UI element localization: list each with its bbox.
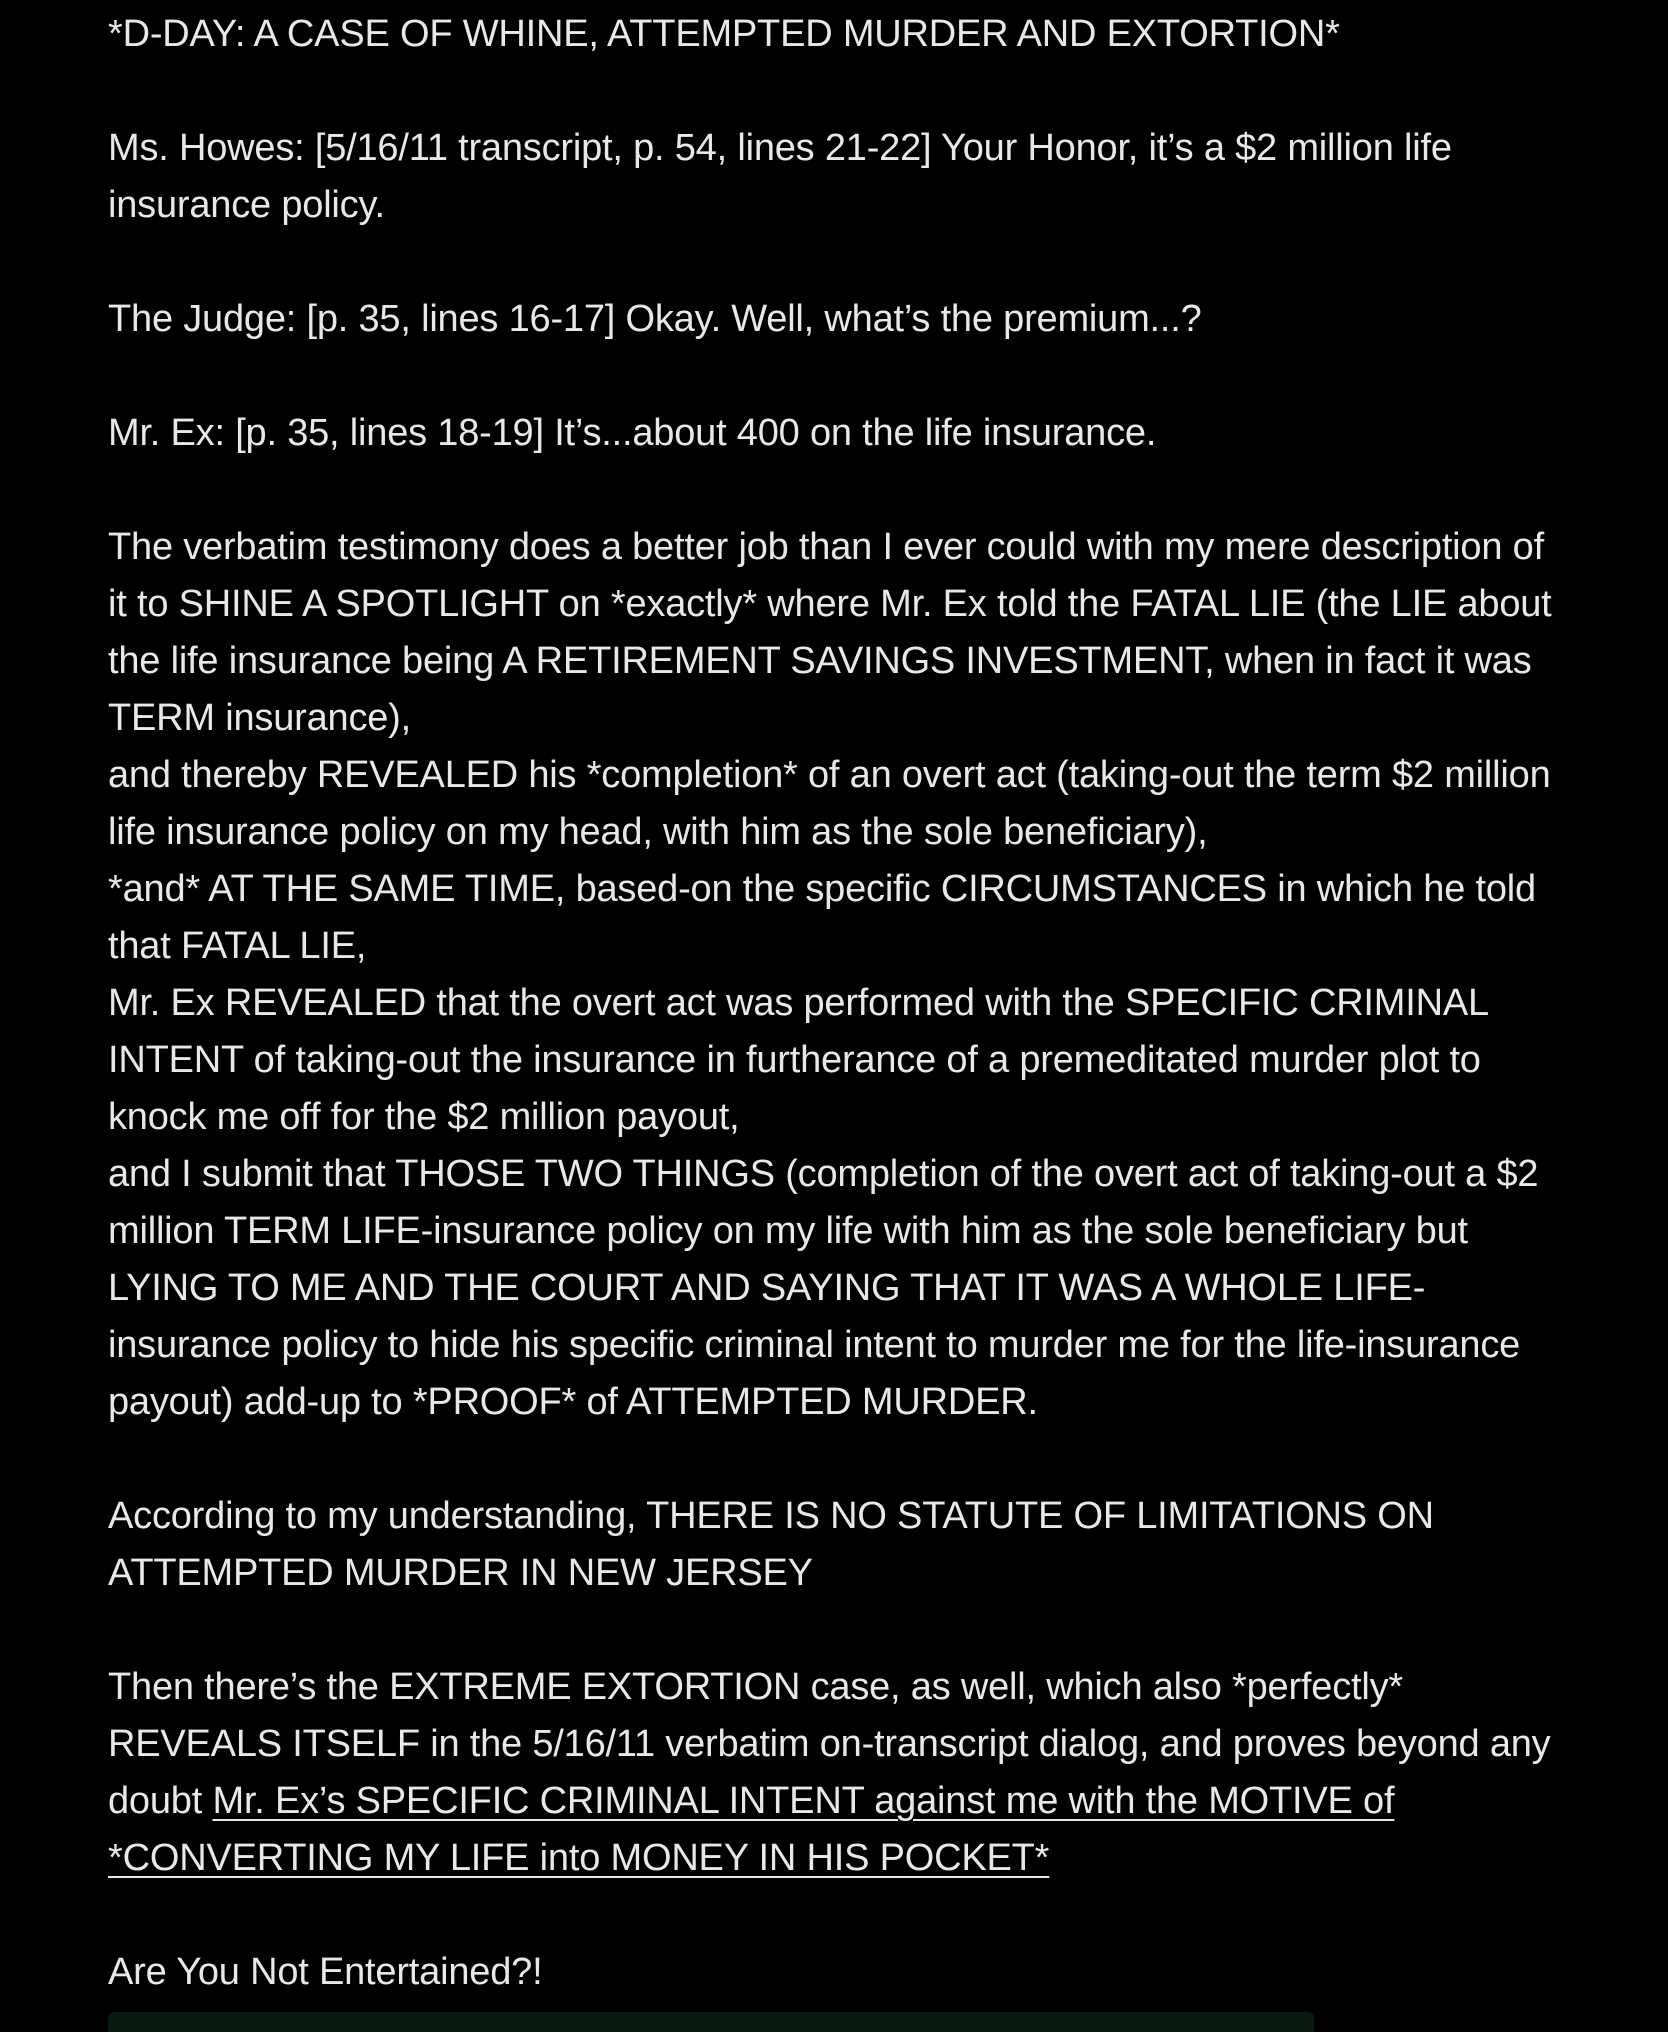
paragraph-extortion: [108, 1659, 1568, 1887]
spacer: [108, 63, 1568, 120]
paragraph-judge: The Judge: [p. 35, lines 16-17] Okay. Well, what’s the premium...?: [108, 298, 1202, 340]
paragraph-closing: Are You Not Entertained?!: [108, 1951, 543, 1993]
spacer: [108, 1887, 1568, 1944]
spacer: [108, 1602, 1568, 1659]
note-body: [108, 6, 1568, 2001]
spacer: [108, 234, 1568, 291]
extortion-text: Then there’s the EXTREME EXTORTION case, as well, which also *perfectly* REVEALS ITSELF in the 5/16/11 verbatim on-transcript dialog, and proves beyond any doubt: [108, 1666, 1551, 1822]
paragraph-criminal-intent: Mr. Ex REVEALED that the overt act was performed with the SPECIFIC CRIMINAL INTENT of taking-out the insurance in furtherance of a premeditated murder plot to knock me off for the $2 million payout,: [108, 982, 1488, 1138]
paragraph-two-things: and I submit that THOSE TWO THINGS (completion of the overt act of taking-out a $2 million TERM LIFE-insurance policy on my life with him as the sole beneficiary but LYING TO ME AND THE COURT AND SAYING THAT IT WAS A WHOLE LIFE-insurance policy to hide his specific criminal intent to murder me for the life-insurance payout) add-up to *PROOF* of ATTEMPTED MURDER.: [108, 1153, 1539, 1423]
paragraph-mr-ex: Mr. Ex: [p. 35, lines 18-19] It’s...about 400 on the life insurance.: [108, 412, 1157, 454]
paragraph-completion: and thereby REVEALED his *completion* of an overt act (taking-out the term $2 million life insurance policy on my head, with him as the sole beneficiary),: [108, 754, 1551, 853]
attachment-preview[interactable]: [108, 2012, 1314, 2032]
spacer: [108, 348, 1568, 405]
note-title: *D-DAY: A CASE OF WHINE, ATTEMPTED MURDER AND EXTORTION*: [108, 13, 1340, 55]
spacer: [108, 462, 1568, 519]
paragraph-howes: Ms. Howes: [5/16/11 transcript, p. 54, lines 21-22] Your Honor, it’s a $2 million life insurance policy.: [108, 127, 1452, 226]
paragraph-same-time: *and* AT THE SAME TIME, based-on the specific CIRCUMSTANCES in which he told that FATAL LIE,: [108, 868, 1536, 967]
spacer: [108, 1431, 1568, 1488]
underlined-intent-text: Mr. Ex’s SPECIFIC CRIMINAL INTENT against me with the MOTIVE of *CONVERTING MY LIFE into MONEY IN HIS POCKET*: [108, 1780, 1395, 1879]
paragraph-statute: According to my understanding, THERE IS NO STATUTE OF LIMITATIONS ON ATTEMPTED MURDER IN NEW JERSEY: [108, 1495, 1434, 1594]
paragraph-testimony: The verbatim testimony does a better job than I ever could with my mere description of it to SHINE A SPOTLIGHT on *exactly* where Mr. Ex told the FATAL LIE (the LIE about the life insurance being A RETIREMENT SAVINGS INVESTMENT, when in fact it was TERM insurance),: [108, 526, 1552, 739]
